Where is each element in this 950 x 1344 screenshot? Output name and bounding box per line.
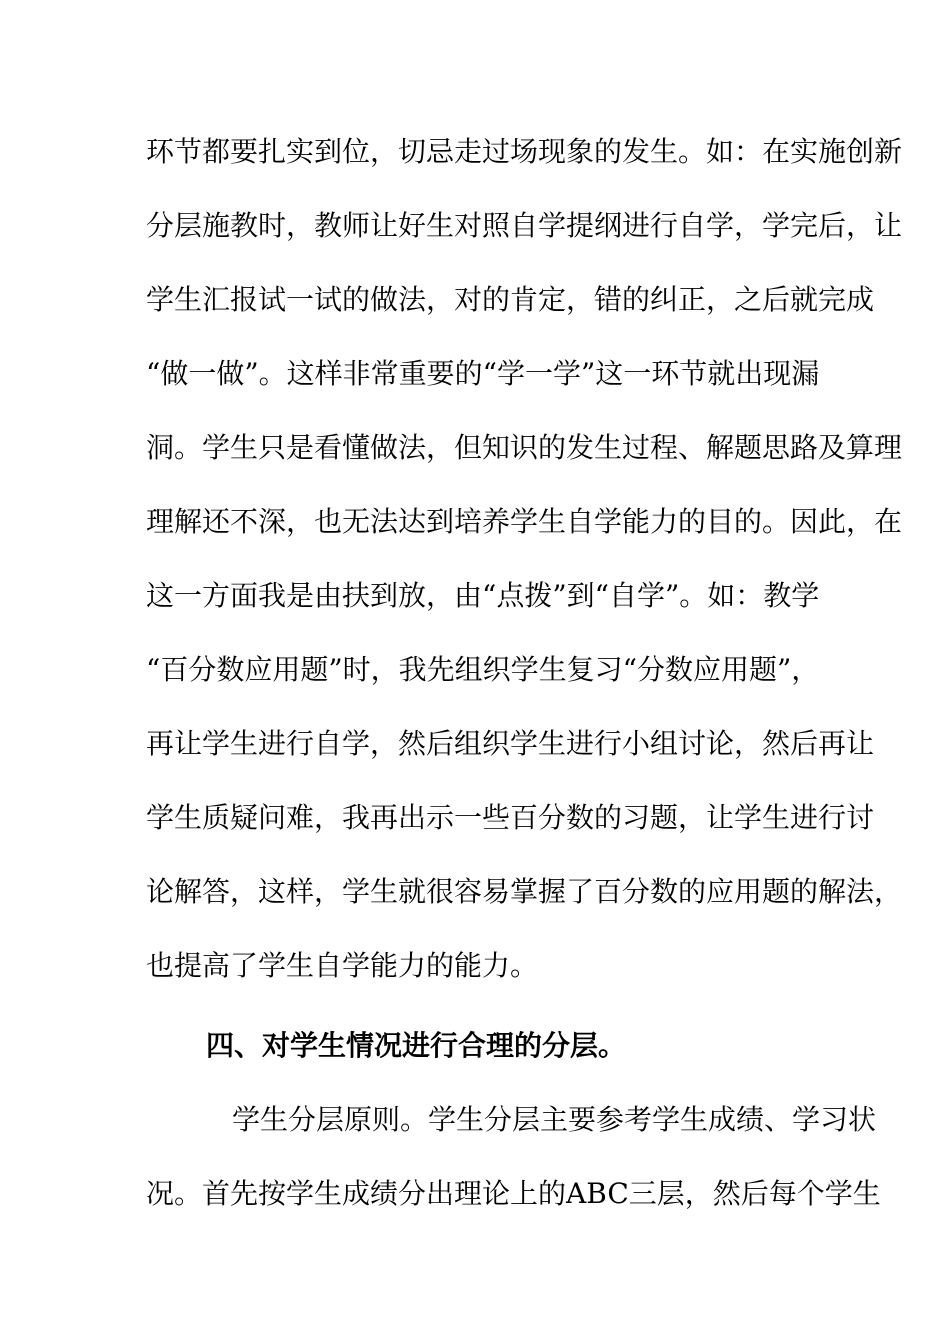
paragraph-1-line-8: “百分数应用题”时，我先组织学生复习“分数应用题”， <box>146 653 820 686</box>
section-heading: 四、对学生情况进行合理的分层。 <box>206 1029 627 1062</box>
paragraph-2-line-1: 学生分层原则。学生分层主要参考学生成绩、学习状 <box>232 1103 877 1136</box>
paragraph-1-line-7: 这一方面我是由扶到放，由“点拨”到“自学”。如：教学 <box>146 579 820 612</box>
paragraph-2-line-2: 况。首先按学生成绩分出理论上的ABC三层，然后每个学生 <box>146 1177 881 1210</box>
paragraph-1-line-4: “做一做”。这样非常重要的“学一学”这一环节就出现漏 <box>146 357 820 390</box>
paragraph-1-line-3: 学生汇报试一试的做法，对的肯定，错的纠正，之后就完成 <box>146 283 875 316</box>
paragraph-1-line-11: 论解答，这样，学生就很容易掌握了百分数的应用题的解法， <box>146 875 903 908</box>
paragraph-1-line-5: 洞。学生只是看懂做法，但知识的发生过程、解题思路及算理 <box>146 431 903 464</box>
paragraph-1-line-12: 也提高了学生自学能力的能力。 <box>146 949 539 982</box>
paragraph-1-line-2: 分层施教时，教师让好生对照自学提纲进行自学，学完后，让 <box>146 209 903 242</box>
paragraph-1-line-1: 环节都要扎实到位，切忌走过场现象的发生。如：在实施创新 <box>146 135 903 168</box>
paragraph-1-line-10: 学生质疑问难，我再出示一些百分数的习题，让学生进行讨 <box>146 801 875 834</box>
paragraph-1-line-9: 再让学生进行自学，然后组织学生进行小组讨论，然后再让 <box>146 727 875 760</box>
paragraph-1-line-6: 理解还不深，也无法达到培养学生自学能力的目的。因此，在 <box>146 505 903 538</box>
